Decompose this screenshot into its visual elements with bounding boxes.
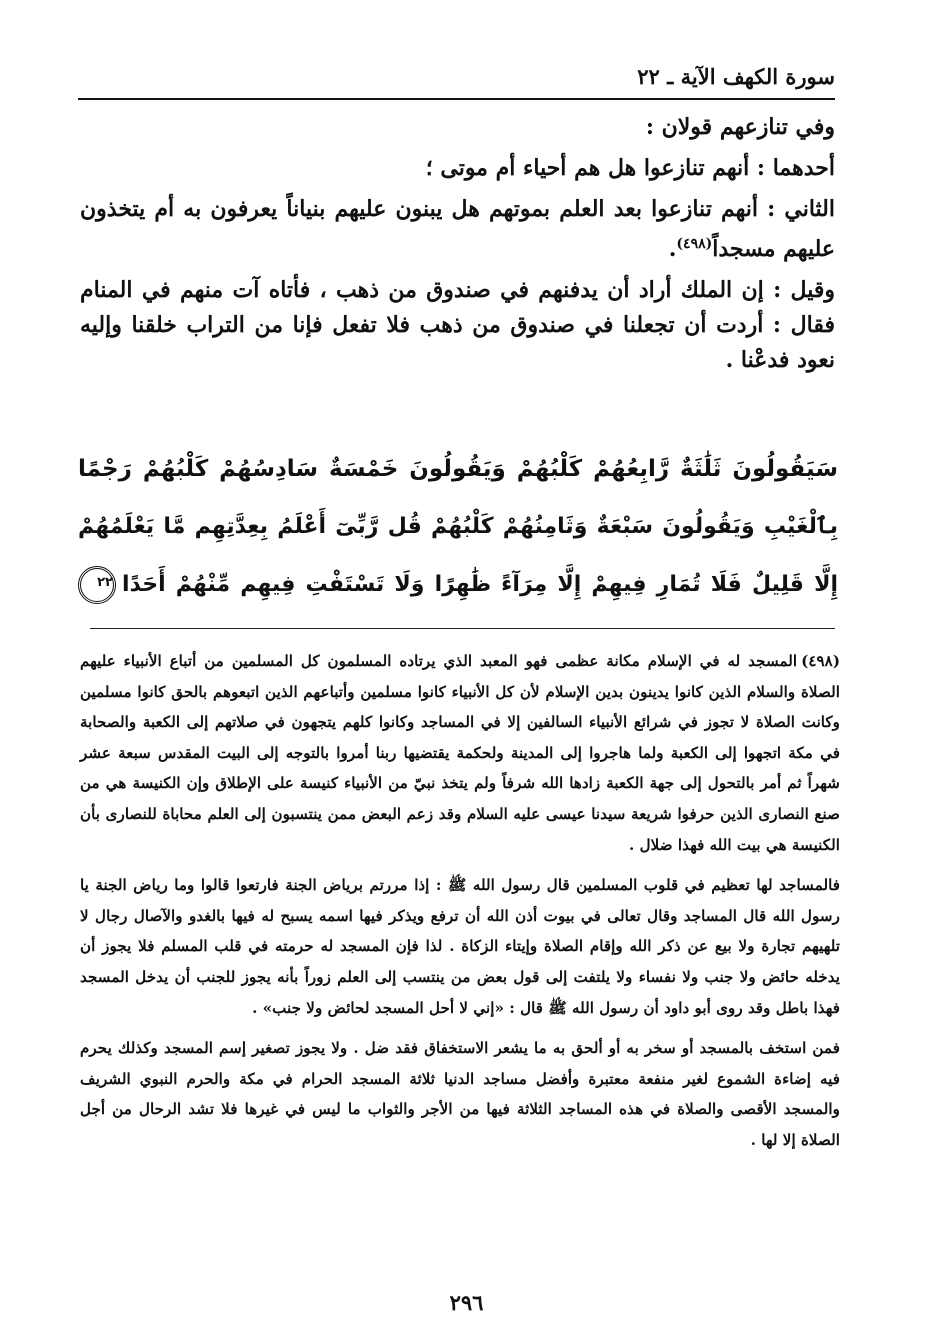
- paragraph-first-opinion: أحدهما : أنهم تنازعوا هل هم أحياء أم موتى ؛: [425, 155, 835, 181]
- quran-line-3: [78, 556, 838, 614]
- paragraph-second-opinion: [80, 192, 835, 267]
- second-opinion-end: .: [668, 236, 677, 262]
- paragraph-disputes-intro: وفي تنازعهم قولان :: [645, 114, 835, 140]
- header-title: سورة الكهف الآية ـ ٢٢: [637, 64, 835, 89]
- running-header: [78, 60, 835, 100]
- footnote-paragraph-2: فالمساجد لها تعظيم في قلوب المسلمين قال رسول الله ﷺ : إذا مررتم برياض الجنة فارتعوا قالوا وما رياض الجنة يا رسول الله قال المساجد وقال تعالى في بيوت أذن الله أن ترفع ويذكر فيها اسمه يسبح له فيها بالغدو والآصال رجال لا تلهيهم تجارة ولا بيع عن ذكر الله وإقام الصلاة وإيتاء الزكاة . لذا فإن المسجد له حرمته في قلب المسلم فلا يجوز أن يدخله حائض ولا جنب ولا نفساء ولا يلتفت إلى قول بعض من ينتسب إلى العلم زوراً بأنه يجوز للجنب أن يدخل المسجد فهذا باطل وقد روى أبو داود أن رسول الله ﷺ قال : «إني لا أحل المسجد لحائض ولا جنب» .: [80, 876, 840, 1017]
- quran-line-3-text: إِلَّا قَلِيلٌ فَلَا تُمَارِ فِيهِمْ إِلَّا مِرَآءً ظَٰهِرًا وَلَا تَسْتَفْتِ فِيهِم مِّنْهُمْ أَحَدًا: [122, 572, 838, 597]
- quran-verse-block: [78, 440, 838, 614]
- footnote-reference[interactable]: (٤٩٨): [676, 236, 713, 252]
- page-number: ٢٩٦: [449, 1290, 484, 1315]
- header-rule: [78, 98, 835, 100]
- footnotes-block: [80, 646, 840, 1166]
- footnote-498-text: المسجد له في الإسلام مكانة عظمى فهو المعبد الذي يرتاده المسلمون كل المسلمين من أتباع الأنبياء عليهم الصلاة والسلام الذين كانوا يدينون بدين الإسلام لأن كل الأنبياء كانوا مسلمين وأتباعهم الذين اتبعوهم بالحق كانوا مسلمين وكانت الصلاة لا تجوز في شرائع الأنبياء السالفين إلا في المساجد وكانوا كلهم يتجهون في صلاتهم إلى الكعبة والصحابة في مكة اتجهوا إلى الكعبة ولما هاجروا إلى المدينة ولحكمة يقتضيها ربنا أمروا بالتوجه إلى البيت المقدس سبعة عشر شهراً ثم أمر بالتحول إلى جهة الكعبة زادها الله شرفاً ولم يتخذ نبيّ من الأنبياء كنيسة على الإطلاق وإن الكنيسة هي من صنع النصارى الذين حرفوا شريعة سيدنا عيسى عليه السلام وقد زعم البعض ممن ينتسبون إلى العلم محاباة للنصارى بأن الكنيسة هي بيت الله فهذا ضلال .: [80, 652, 840, 854]
- quran-line-1: سَيَقُولُونَ ثَلَٰثَةٌ رَّابِعُهُمْ كَلْبُهُمْ وَيَقُولُونَ خَمْسَةٌ سَادِسُهُمْ كَلْبُهُمْ رَجْمًا: [78, 456, 838, 482]
- footnote-498: [80, 646, 840, 860]
- ayah-number-marker: ٢٢: [78, 566, 116, 604]
- quran-line-2: بِٱلْغَيْبِ وَيَقُولُونَ سَبْعَةٌ وَثَامِنُهُمْ كَلْبُهُمْ قُل رَّبِّىٓ أَعْلَمُ بِعِدَّتِهِم مَّا يَعْلَمُهُمْ: [78, 514, 838, 539]
- main-text: [80, 110, 835, 384]
- footnote-paragraph-3: فمن استخف بالمسجد أو سخر به أو ألحق به ما يشعر الاستخفاق فقد ضل . ولا يجوز تصغير إسم المسجد وكذلك يحرم فيه إضاءة الشموع لغير منفعة معتبرة وأفضل مساجد الدنيا ثلاثة المسجد الحرام في مكة والحرم النبوي الشريف والمسجد الأقصى والصلاة في هذه المساجد الثلاثة فيها من الأجر والثواب ما ليس في غيرها فلا تشد الرحال من أجل الصلاة إلا لها .: [80, 1039, 840, 1149]
- second-opinion-text: الثاني : أنهم تنازعوا بعد العلم بموتهم هل يبنون عليهم بنياناً يعرفون به أم يتخذون عليهم مسجداً: [80, 196, 835, 262]
- paragraph-king-story: وقيل : إن الملك أراد أن يدفنهم في صندوق من ذهب ، فأتاه آت منهم في المنام فقال : أردت أن تجعلنا في صندوق من ذهب فلا تفعل فإنا من التراب خلقنا وإليه نعود فدعْنا .: [80, 277, 835, 373]
- footnote-number: (٤٩٨): [801, 652, 840, 670]
- footnote-separator: [90, 628, 835, 629]
